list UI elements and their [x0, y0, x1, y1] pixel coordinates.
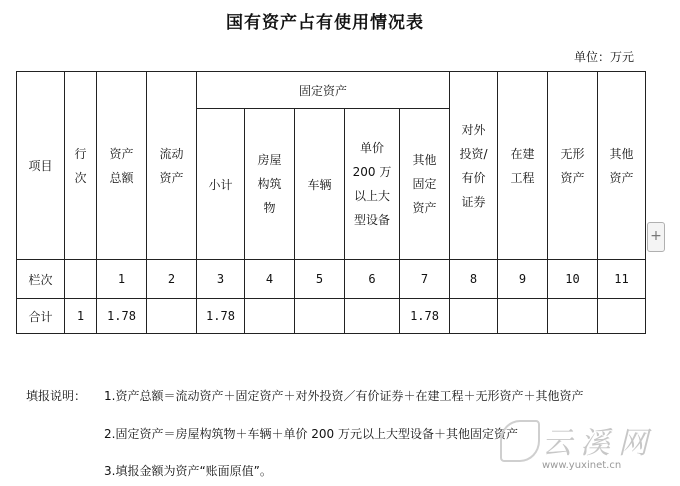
note-line: 3.填报金额为资产“账面原值”。 — [104, 464, 272, 478]
table-cell — [345, 299, 400, 334]
header-other-assets: 其他 资产 — [598, 72, 646, 260]
header-current-assets: 流动 资产 — [147, 72, 197, 260]
header-vehicles: 车辆 — [295, 109, 345, 260]
page-title: 国有资产占有使用情况表 — [226, 13, 424, 33]
note-line: 2.固定资产＝房屋构筑物＋车辆＋单价 200 万元以上大型设备＋其他固定资产 — [104, 427, 518, 441]
table-cell: 10 — [548, 260, 598, 299]
table-cell — [245, 299, 295, 334]
watermark — [498, 418, 678, 482]
table-cell: 8 — [450, 260, 498, 299]
table-cell — [450, 299, 498, 334]
table-cell: 7 — [400, 260, 450, 299]
table-cell — [598, 299, 646, 334]
table-cell — [548, 299, 598, 334]
watermark-brand: 云溪网 — [542, 426, 656, 461]
header-row-no: 行 次 — [65, 72, 97, 260]
table-cell — [65, 260, 97, 299]
table-cell: 4 — [245, 260, 295, 299]
table-cell — [147, 299, 197, 334]
table-cell: 1 — [97, 260, 147, 299]
header-item: 项目 — [17, 72, 65, 260]
unit-label: 单位：万元 — [573, 50, 634, 64]
header-other-fixed: 其他 固定 资产 — [400, 109, 450, 260]
table-cell: 5 — [295, 260, 345, 299]
watermark-url: www.yuxinet.cn — [542, 460, 622, 471]
table-cell: 11 — [598, 260, 646, 299]
table-cell: 1.78 — [97, 299, 147, 334]
table-cell: 1 — [65, 299, 97, 334]
table-cell: 9 — [498, 260, 548, 299]
row-label: 栏次 — [17, 260, 65, 299]
table-cell: 3 — [197, 260, 245, 299]
table-cell: 1.78 — [400, 299, 450, 334]
header-subtotal: 小计 — [197, 109, 245, 260]
table-cell: 1.78 — [197, 299, 245, 334]
table-cell: 2 — [147, 260, 197, 299]
watermark-logo-icon — [500, 420, 540, 462]
table-cell — [295, 299, 345, 334]
header-fixed-assets: 固定资产 — [197, 72, 450, 109]
total-row — [17, 299, 646, 334]
column-number-row — [17, 260, 646, 299]
note-line: 1.资产总额＝流动资产＋固定资产＋对外投资／有价证券＋在建工程＋无形资产＋其他资产 — [104, 389, 584, 403]
expand-button[interactable]: + — [647, 222, 665, 252]
header-large-equipment: 单价 200 万 以上大 型设备 — [345, 109, 400, 260]
row-label: 合计 — [17, 299, 65, 334]
notes-heading: 填报说明： — [26, 389, 87, 403]
header-construction: 在建 工程 — [498, 72, 548, 260]
header-total-assets: 资产 总额 — [97, 72, 147, 260]
table-cell: 6 — [345, 260, 400, 299]
header-intangible: 无形 资产 — [548, 72, 598, 260]
header-investments: 对外 投资/ 有价 证券 — [450, 72, 498, 260]
table-cell — [498, 299, 548, 334]
header-buildings: 房屋 构筑 物 — [245, 109, 295, 260]
asset-table — [16, 71, 646, 334]
